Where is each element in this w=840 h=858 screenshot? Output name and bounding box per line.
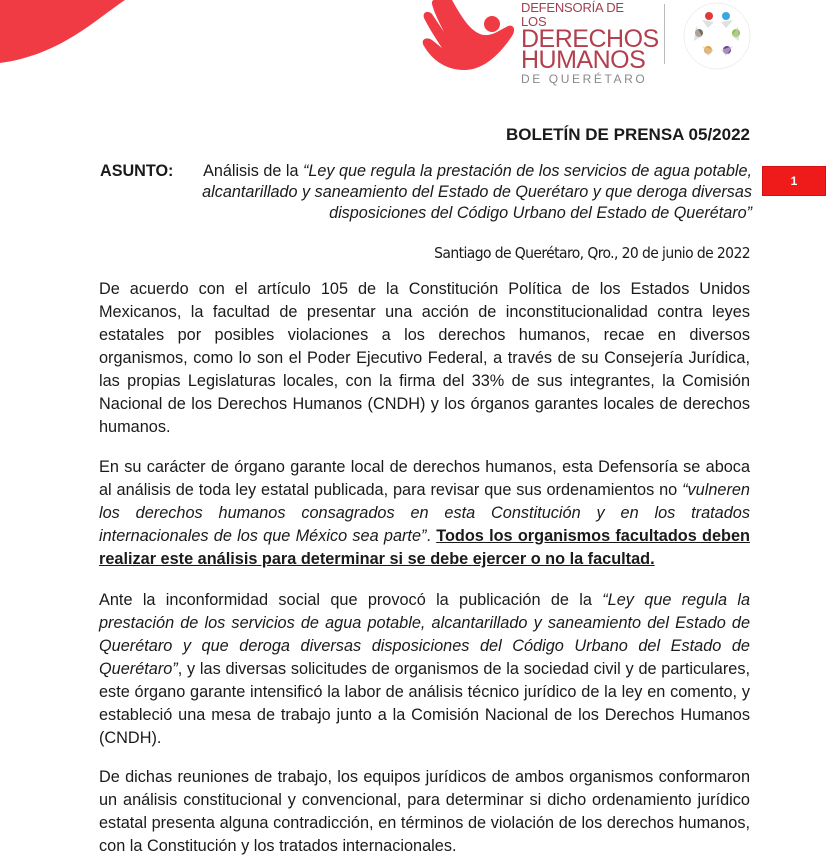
page-number-badge: 1 [762, 166, 826, 196]
paragraph-2-sep: . [426, 527, 437, 545]
bulletin-title: BOLETÍN DE PRENSA 05/2022 [505, 125, 750, 144]
paragraph-4: De dichas reuniones de trabajo, los equipos jurídicos de ambos organismos conformaron un análisis constitucional y convencional, para determinar si dicho ordenamiento jurídico estatal presenta alguna contradicción, en términos de violación de los derechos humanos, con la Constitución y los tratados internacionales. [99, 768, 750, 855]
paragraph-3-law-title: “Ley que regula la prestación de los servicios de agua potable, alcantarillado y saneamiento del Estado de Querétaro y que deroga diversas disposiciones del Código Urbano del Estado de Querétaro” [99, 591, 750, 678]
red-hand-icon [418, 0, 518, 72]
logo-line-4: DE QUERÉTARO [521, 72, 648, 86]
paragraph-2-text: En su carácter de órgano garante local de derechos humanos, esta Defensoría se aboca al análisis de toda ley estatal publicada, para revisar que sus ordenamientos no [99, 458, 750, 499]
logo-divider [664, 4, 665, 64]
asunto-label: ASUNTO: [100, 162, 174, 180]
equality-seal-icon [680, 0, 754, 72]
paragraph-2 [99, 456, 750, 571]
corner-decoration [0, 0, 140, 70]
asunto-text [186, 161, 752, 224]
asunto-block [100, 161, 752, 224]
logo-line-2: DERECHOS [521, 25, 659, 53]
paragraph-3-rest: , y las diversas solicitudes de organismos de la sociedad civil y de particulares, este órgano garante intensificó la labor de análisis técnico jurídico de la ley en comento, y estableció una mesa de trabajo junto a la Comisión Nacional de los Derechos Humanos (CNDH). [99, 660, 750, 747]
paragraph-2-emphasis: Todos los organismos facultados deben realizar este análisis para determinar si se debe ejercer o no la facultad. [99, 527, 750, 568]
paragraph-1: De acuerdo con el artículo 105 de la Constitución Política de los Estados Unidos Mexicanos, la facultad de presentar una acción de inconstitucionalidad contra leyes estatales por posibles violaciones a los derechos humanos, recae en diversos organismos, como lo son el Poder Ejecutivo Federal, a través de su Consejería Jurídica, las propias Legislaturas locales, con la firma del 33% de sus integrantes, la Comisión Nacional de los Derechos Humanos (CNDH) y los órganos garantes locales de derechos humanos. [99, 280, 750, 436]
paragraph-2-quote: “vulneren los derechos humanos consagrados en esta Constitución y en los tratados internacionales de los que México sea parte” [99, 481, 750, 545]
asunto-law-title: “Ley que regula la prestación de los servicios de agua potable, alcantarillado y saneamiento del Estado de Querétaro y que deroga diversas disposiciones del Código Urbano del Estado de Querétaro” [202, 162, 752, 222]
defensoria-logo [521, 0, 659, 86]
asunto-prefix: Análisis de la [203, 162, 303, 180]
paragraph-3-text: Ante la inconformidad social que provocó la publicación de la [99, 591, 603, 609]
paragraph-3 [99, 589, 750, 750]
dateline: Santiago de Querétaro, Qro., 20 de junio de 2022 [434, 244, 750, 262]
logo-line-3: HUMANOS [521, 46, 646, 74]
logo-line-1: DEFENSORÍA DE LOS [521, 0, 624, 29]
